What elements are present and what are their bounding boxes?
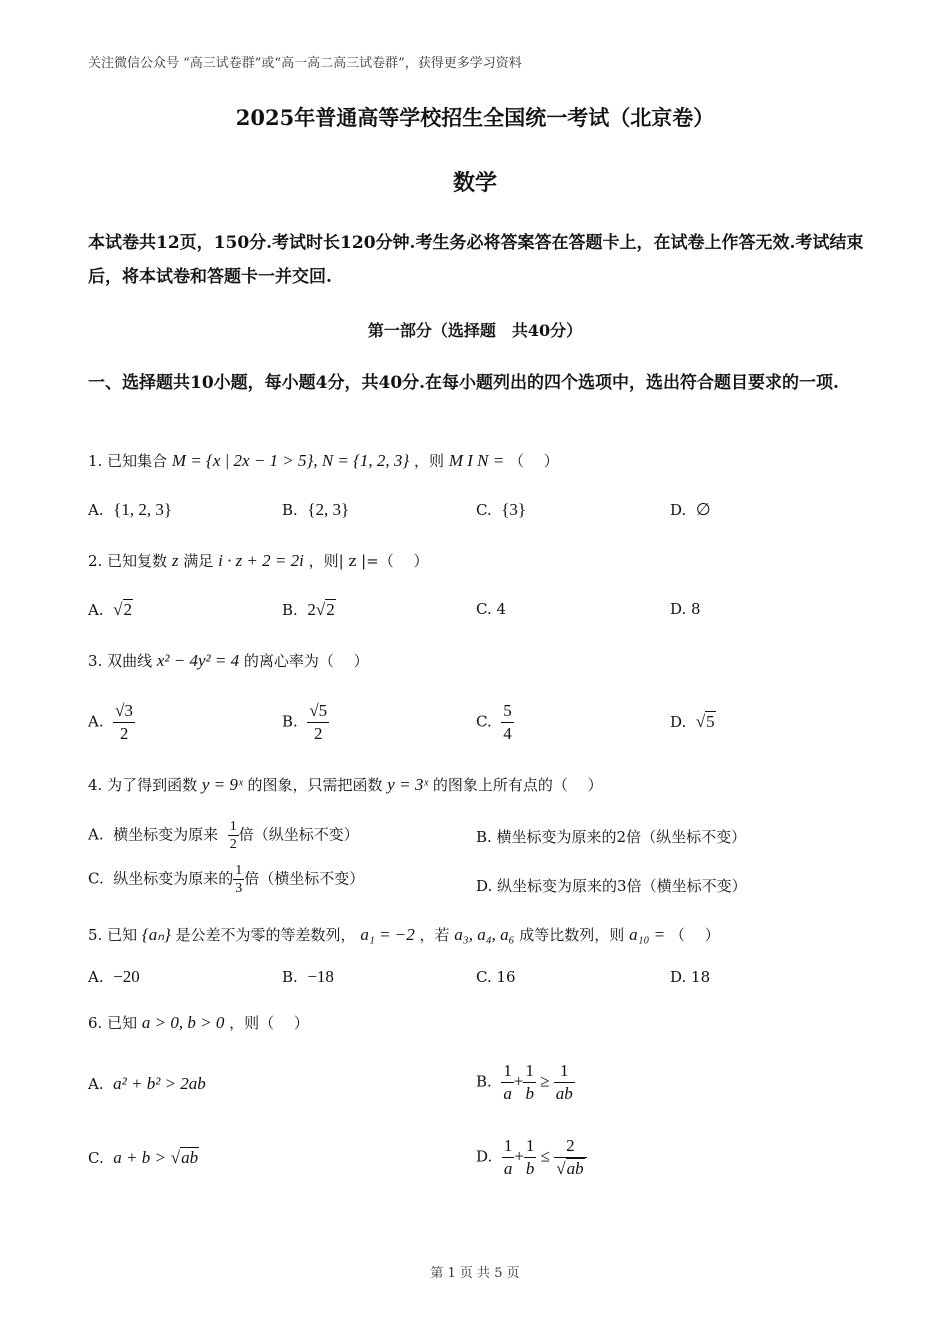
option-b: B. {2, 3} [282,500,350,519]
question-text: 已知 [107,926,138,944]
question-text: 双曲线 [107,652,153,670]
option-a: A. $\frac{√3}{2}$ [88,701,133,743]
option-c: C. 16 [476,968,516,986]
question-math: M I N = [448,451,505,470]
question-math: i · z + 2 = 2i [218,551,304,570]
question-2 [88,550,429,571]
question-5 [88,924,720,945]
option-d: D. ∅ [670,500,711,519]
option-a: A. a² + b² > 2ab [88,1074,206,1093]
option-b: B. 2√2 [282,600,335,619]
option-b: B. $\frac{√5}{2}$ [282,701,328,743]
option-c: C. {3} [476,500,527,519]
option-b: B. $\frac{1}{a}$ + $\frac{1}{b}$ ≥ $\frac{1}{ab}$ [476,1061,573,1103]
option-c: C. 4 [476,600,507,618]
question-math: a > 0, b > 0 [141,1013,225,1032]
option-b: B. 横坐标变为原来的2倍（纵坐标不变） [476,828,747,846]
question-number: 6. [88,1014,103,1032]
section-heading: 一、选择题共10小题，每小题4分，共40分.在每小题列出的四个选项中，选出符合题目要求的一项. [88,373,839,393]
question-number: 1. [88,452,103,470]
option-c: C. 纵坐标变为原来的 $\frac{1}{3}$ 倍（横坐标不变） [88,863,365,896]
option-c: C. $\frac{5}{4}$ [476,701,512,743]
question-math: {aₙ} [141,925,171,944]
question-text: 的离心率为（ ） [243,652,369,670]
question-text: ，则| z |=（ ） [308,552,429,570]
question-3 [88,650,369,671]
question-text: 成等比数列，则 [519,926,625,944]
option-a: A. −20 [88,967,140,986]
exam-title: 2025年普通高等学校招生全国统一考试（北京卷） [235,105,715,130]
option-d: D. √5 [670,712,715,731]
question-text: 是公差不为零的等差数列， [175,926,356,944]
question-text: 的图象上所有点的（ ） [432,776,603,794]
option-a: A. √2 [88,600,132,619]
header-banner: 关注微信公众号 “高三试卷群”或“高一高二高三试卷群”，获得更多学习资料 [88,56,522,71]
question-4 [88,774,603,795]
question-math: a₃, a₄, a₆ [454,925,515,944]
option-d: D. 18 [670,968,711,986]
option-a: A. 横坐标变为原来 $\frac{1}{2}$ 倍（纵坐标不变） [88,819,359,852]
question-math: a₁₀ = [629,925,666,944]
question-math: y = 3ˣ [387,775,429,794]
question-text: 已知集合 [107,452,168,470]
question-text: 满足 [183,552,214,570]
exam-instructions: 本试卷共12页，150分.考试时长120分钟.考生务必将答案答在答题卡上，在试卷上作答无效.考试结束后，将本试卷和答题卡一并交回. [88,233,864,287]
question-math: z [171,551,179,570]
part-heading: 第一部分（选择题 共40分） [367,321,583,340]
question-1 [88,450,559,471]
option-a: A. {1, 2, 3} [88,500,172,519]
question-number: 5. [88,926,103,944]
question-text: （ ） [509,452,559,470]
question-number: 3. [88,652,103,670]
page-footer: 第 1 页 共 5 页 [430,1266,520,1281]
question-math: x² − 4y² = 4 [156,651,240,670]
subject-title: 数学 [452,170,497,196]
question-text: ，若 [419,926,450,944]
question-text: 已知 [107,1014,138,1032]
question-math: y = 9ˣ [201,775,243,794]
question-text: 为了得到函数 [107,776,198,794]
question-text: 的图象，只需把函数 [247,776,383,794]
option-d: D. 8 [670,600,701,618]
question-math: a₁ = −2 [360,925,415,944]
question-math: M = {x | 2x − 1 > 5}, N = {1, 2, 3} [171,451,410,470]
question-number: 2. [88,552,103,570]
option-b: B. −18 [282,967,334,986]
option-c: C. a + b > √ab [88,1148,199,1167]
option-d: D. 纵坐标变为原来的3倍（横坐标不变） [476,877,747,895]
question-number: 4. [88,776,103,794]
question-6 [88,1012,309,1033]
question-text: （ ） [669,926,720,944]
question-text: 已知复数 [107,552,168,570]
question-text: ，则 [414,452,445,470]
option-d: D. $\frac{1}{a}$ + $\frac{1}{b}$ ≤ $\frac{2}{√ab}$ [476,1135,587,1180]
question-text: ，则（ ） [229,1014,309,1032]
